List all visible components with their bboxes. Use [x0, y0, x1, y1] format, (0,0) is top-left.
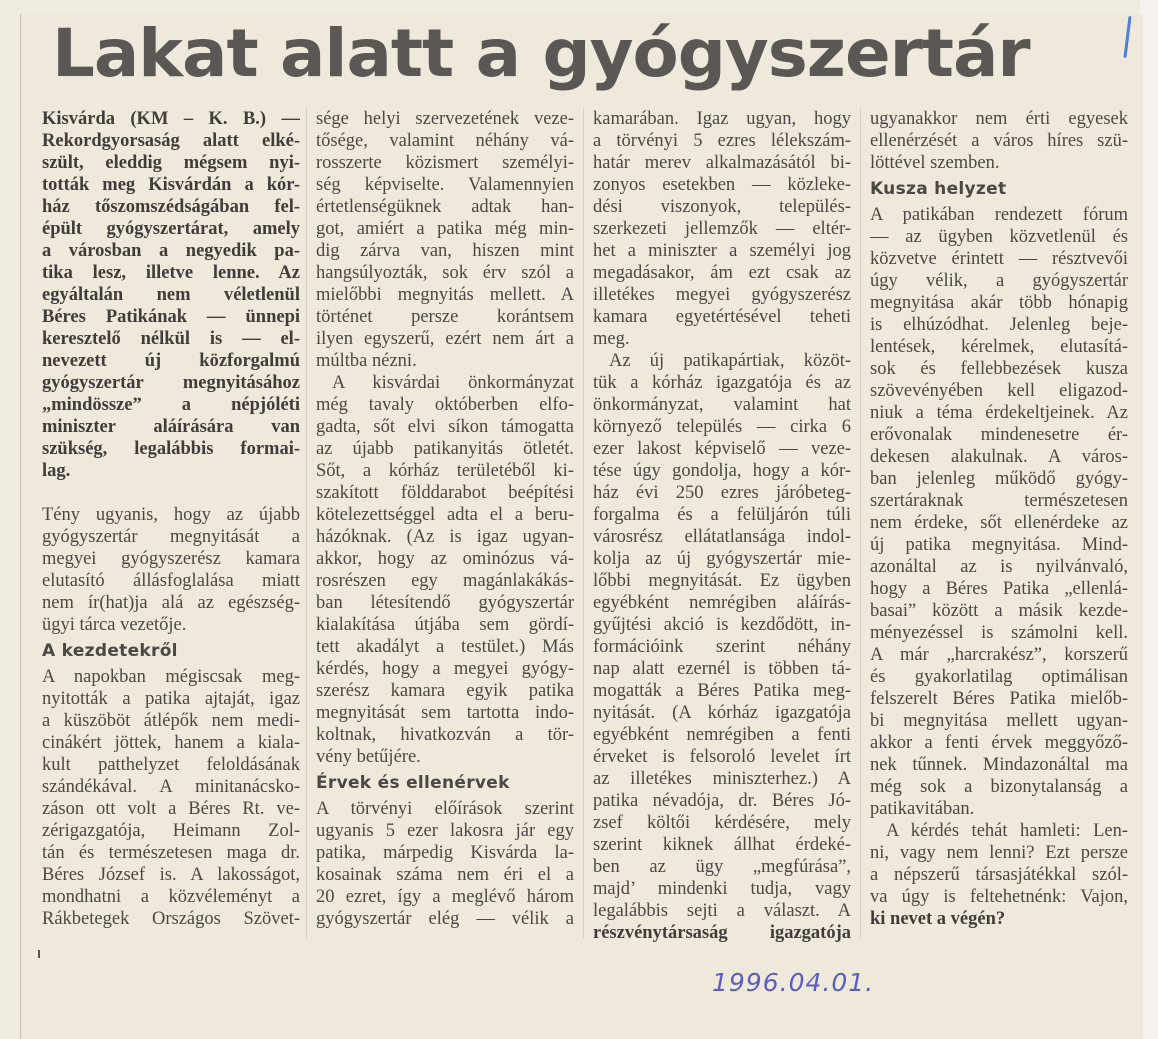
- text-line: got, amiért a patika még min-: [316, 219, 574, 239]
- text-line: formációink szerint néhány: [593, 637, 851, 657]
- text-line: mondhatni a közvéleményt a: [42, 887, 300, 907]
- text-line: ban jelenleg működő gyógy-: [870, 469, 1128, 489]
- text-line: Sőt, a kórház területéből ki-: [316, 461, 574, 481]
- text-line: tották meg Kisvárdán a kór-: [42, 175, 300, 195]
- article-column-2: [316, 108, 574, 930]
- text-line: még tavaly októberben elfo-: [316, 395, 574, 415]
- text-line: het a miniszter a személyi jog: [593, 241, 851, 261]
- text-line: hogy a Béres Patika „ellenlá-: [870, 579, 1128, 599]
- text-line: patikavitában.: [870, 799, 975, 819]
- text-line: nek tűnnek. Mindazonáltal ma: [870, 755, 1128, 775]
- text-line: majd’ mindenki tudja, vagy: [593, 879, 851, 899]
- text-line: ügyi tárca vezetője.: [42, 615, 187, 635]
- text-line: A kisvárdai önkormányzat: [332, 373, 574, 393]
- text-line: mogatták a Béres Patika meg-: [593, 681, 851, 701]
- text-line: Béres Patikának — ünnepi: [42, 307, 300, 327]
- text-line: ki nevet a végén?: [870, 909, 1006, 929]
- text-line: nyitását. (A kórház igazgatója: [593, 703, 851, 723]
- text-line: az újabb patikanyitás ötletét.: [316, 439, 574, 459]
- article-headline: Lakat alatt a gyógyszertár: [52, 15, 1030, 92]
- text-line: szült, eleddig mégsem nyi-: [42, 153, 300, 173]
- text-line: szerkezeti jellemzők — eltér-: [593, 219, 851, 239]
- column-divider: [306, 108, 307, 938]
- text-line: zérigazgatója, Heimann Zol-: [42, 821, 300, 841]
- text-line: basai” között a másik kezde-: [870, 601, 1128, 621]
- text-line: a városban a negyedik pa-: [42, 241, 300, 261]
- text-line: kamara egyetértésével teheti: [593, 307, 851, 327]
- text-line: történet persze korántsem: [316, 307, 574, 327]
- text-line: zsef költői kérdésére, mely: [593, 813, 851, 833]
- text-line: ben az ügy „megfúrása”,: [593, 857, 851, 877]
- text-line: miniszter aláírására van: [42, 417, 300, 437]
- article-column-4: [870, 108, 1128, 930]
- text-line: a küszöböt átlépők nem medi-: [42, 711, 300, 731]
- text-line: Rákbetegek Országos Szövet-: [42, 909, 300, 929]
- text-line: a népszerű társasjátékkal szól-: [870, 865, 1128, 885]
- text-line: tán és természetesen maga dr.: [42, 843, 300, 863]
- text-line: A kérdés tehát hamleti: Len-: [886, 821, 1128, 841]
- text-line: mielőbbi megnyitás mellett. A: [316, 285, 574, 305]
- text-line: záson ott volt a Béres Rt. ve-: [42, 799, 300, 819]
- text-line: úgy vélik, a gyógyszertár: [870, 271, 1128, 291]
- text-line: erővonalak mindenesetre ér-: [870, 425, 1128, 445]
- text-line: közvetve érintett — résztvevői: [870, 249, 1128, 269]
- column-divider: [583, 108, 584, 938]
- text-line: cinákért jöttek, hanem a kiala-: [42, 733, 300, 753]
- text-line: gyógyszertár elég — vélik a: [316, 909, 574, 929]
- text-line: — az ügyben közvetlenül és: [870, 227, 1128, 247]
- paragraph-gap: [42, 482, 300, 504]
- text-line: szükség, legalábbis formai-: [42, 439, 300, 459]
- text-line: Béres József is. A lakosságot,: [42, 865, 300, 885]
- text-line: lőbbi megnyitását. Ez ügyben: [593, 571, 851, 591]
- text-line: niuk a téma érdekeltjeinek. Az: [870, 403, 1128, 423]
- text-line: illetékes megyei gyógyszerész: [593, 285, 851, 305]
- text-line: kamarában. Igaz ugyan, hogy: [593, 109, 851, 129]
- text-line: tük a kórház igazgatója és az: [593, 373, 851, 393]
- text-line: koltnak, hivatkozván a tör-: [316, 725, 574, 745]
- section-subheading: Érvek és ellenérvek: [316, 773, 510, 793]
- text-line: azonáltal az is nyilvánvaló,: [870, 557, 1128, 577]
- text-line: a törvényi 5 ezres lélekszám-: [593, 131, 851, 151]
- text-line: múltba nézni.: [316, 351, 417, 371]
- text-line: kolja az új gyógyszertár mie-: [593, 549, 851, 569]
- text-line: dési viszonyok, település-: [593, 197, 851, 217]
- text-line: „mindössze” a népjóléti: [42, 395, 300, 415]
- text-line: nem ír(hat)ja alá az egészség-: [42, 593, 300, 613]
- text-line: rosrészen egy magánlakákás-: [316, 571, 574, 591]
- text-line: Az új patikapártiak, közöt-: [609, 351, 851, 371]
- text-line: akkor a fenti érvek meggyőző-: [870, 733, 1128, 753]
- article-column-1: [42, 108, 300, 930]
- text-line: nem érdeke, sőt ellenérdeke az: [870, 513, 1128, 533]
- text-line: nap alatt ezernél is többen tá-: [593, 659, 851, 679]
- text-line: löttével szemben.: [870, 153, 1000, 173]
- text-line: sége helyi szervezetének veze-: [316, 109, 574, 129]
- text-line: még sok a bizonytalanság a: [870, 777, 1128, 797]
- text-line: megadásakor, ám ezt csak az: [593, 263, 851, 283]
- text-line: lentések, kérelmek, elutasítá-: [870, 337, 1128, 357]
- text-line: vény betűjére.: [316, 747, 421, 767]
- text-line: kialakítása útjába sem gördí-: [316, 615, 574, 635]
- text-line: egyáltalán nem véletlenül: [42, 285, 300, 305]
- text-line: ményezéssel is számolni kell.: [870, 623, 1128, 643]
- text-line: 20 ezret, így a meglévő három: [316, 887, 574, 907]
- text-line: szövevényében kell eligazod-: [870, 381, 1128, 401]
- text-line: tika lesz, illetve lenne. Az: [42, 263, 300, 283]
- text-line: ilyen egyszerű, ezért nem árt a: [316, 329, 574, 349]
- text-line: új patika megnyitása. Mind-: [870, 535, 1128, 555]
- text-line: gyűjtési akció is kezdődött, in-: [593, 615, 851, 635]
- text-line: környező település — cirka 6: [593, 417, 851, 437]
- text-line: gadta, sőt elvi síkon támogatta: [316, 417, 574, 437]
- text-line: hangsúlyozták, sok érv szól a: [316, 263, 574, 283]
- text-line: ezer lakost képviselő — veze-: [593, 439, 851, 459]
- text-line: bi megnyitása mellett ugyan-: [870, 711, 1128, 731]
- text-line: rosszerte közismert személyi-: [316, 153, 574, 173]
- text-line: értetlenségüknek adtak han-: [316, 197, 574, 217]
- text-line: egyébként nemrégiben aláírás-: [593, 593, 851, 613]
- text-line: ugyanakkor nem érti egyesek: [870, 109, 1128, 129]
- text-line: va úgy is feltehetnénk: Vajon,: [870, 887, 1128, 907]
- text-line: ház évi 250 ezres járóbeteg-: [593, 483, 851, 503]
- text-line: házóknak. (Az is igaz ugyan-: [316, 527, 574, 547]
- text-line: gyógyszertár megnyitásához: [42, 373, 300, 393]
- text-line: A patikában rendezett fórum: [870, 205, 1128, 225]
- text-line: határ merev alkalmazásától bi-: [593, 153, 851, 173]
- text-line: kötelezettséggel adta el a beru-: [316, 505, 574, 525]
- text-line: szakított földdarabot beépítési: [316, 483, 574, 503]
- text-line: Tény ugyanis, hogy az újabb: [42, 505, 300, 525]
- text-line: A napokban mégiscsak meg-: [42, 667, 300, 687]
- section-subheading: Kusza helyzet: [870, 179, 1007, 199]
- text-line: és gyakorlatilag optimálisan: [870, 667, 1128, 687]
- text-line: nevezett új közforgalmú: [42, 351, 300, 371]
- text-line: Rekordgyorsaság alatt elké-: [42, 131, 300, 151]
- text-line: gyógyszertár megnyitását a: [42, 527, 300, 547]
- text-line: megyei gyógyszerész kamara: [42, 549, 300, 569]
- text-line: szertáraknak természetesen: [870, 491, 1128, 511]
- handwritten-date: 1996.04.01.: [712, 968, 875, 997]
- text-line: lag.: [42, 461, 71, 481]
- text-line: keresztelő nélkül is — el-: [42, 329, 300, 349]
- text-line: megnyitása akár több hónapig: [870, 293, 1128, 313]
- text-line: nyitották a patika ajtaját, igaz: [42, 689, 300, 709]
- text-line: is elhúzódhat. Jelenleg beje-: [870, 315, 1128, 335]
- text-line: A már „harcrakész”, korszerű: [870, 645, 1128, 665]
- text-line: az illetékes miniszterhez.) A: [593, 769, 851, 789]
- text-line: elutasító állásfoglalása miatt: [42, 571, 300, 591]
- text-line: akkor, hogy az ominózus vá-: [316, 549, 574, 569]
- section-subheading: A kezdetekről: [42, 641, 178, 661]
- scan-speck: [38, 950, 40, 958]
- text-line: szerint kiknek állhat érdeké-: [593, 835, 851, 855]
- text-line: forgalma és a felüljárón túli: [593, 505, 851, 525]
- text-line: patika, márpedig Kisvárda la-: [316, 843, 574, 863]
- text-line: patika névadója, dr. Béres Jó-: [593, 791, 851, 811]
- text-line: ség képviselte. Valamennyien: [316, 175, 574, 195]
- text-line: kult patthelyzet feloldásának: [42, 755, 300, 775]
- text-line: egyébként nemrégiben a fenti: [593, 725, 851, 745]
- text-line: tett akadályt a testület.) Más: [316, 637, 574, 657]
- text-line: ház tőszomszédságában fel-: [42, 197, 300, 217]
- text-line: ugyanis 5 ezer lakosra jár egy: [316, 821, 574, 841]
- text-line: ni, vagy nem lenni? Ezt persze: [870, 843, 1128, 863]
- text-line: ellenérzését a város híres szü-: [870, 131, 1128, 151]
- text-line: megnyitását sem tartotta indo-: [316, 703, 574, 723]
- text-line: épült gyógyszertárat, amely: [42, 219, 300, 239]
- text-line: ban létesítendő gyógyszertár: [316, 593, 574, 613]
- text-line: legalábbis sejti a választ. A: [593, 901, 851, 921]
- text-line: dekesen alakulnak. A város-: [870, 447, 1128, 467]
- text-line: érveket is felsoroló levelet írt: [593, 747, 851, 767]
- text-line: Kisvárda (KM – K. B.) —: [42, 109, 300, 129]
- text-line: részvénytársaság igazgatója: [593, 923, 851, 943]
- text-line: sok és fellebbezések kusza: [870, 359, 1128, 379]
- text-line: kérdés, hogy a megyei gyógy-: [316, 659, 574, 679]
- text-line: felszerelt Béres Patika mielőb-: [870, 689, 1128, 709]
- article-column-3: [593, 108, 851, 944]
- text-line: meg.: [593, 329, 630, 349]
- text-line: szándékával. A minitanácsko-: [42, 777, 300, 797]
- text-line: dig zárva van, hiszen mint: [316, 241, 574, 261]
- text-line: kosainak száma nem éri el a: [316, 865, 574, 885]
- text-line: önkormányzat, valamint hat: [593, 395, 851, 415]
- text-line: A törvényi előírások szerint: [316, 799, 574, 819]
- text-line: tése úgy gondolja, hogy a kór-: [593, 461, 851, 481]
- text-line: tősége, valamint néhány vá-: [316, 131, 574, 151]
- text-line: zonyos esetekben — közleke-: [593, 175, 851, 195]
- column-divider: [860, 108, 861, 938]
- text-line: szerész kamara egyik patika: [316, 681, 574, 701]
- text-line: városrész ellátatlansága indol-: [593, 527, 851, 547]
